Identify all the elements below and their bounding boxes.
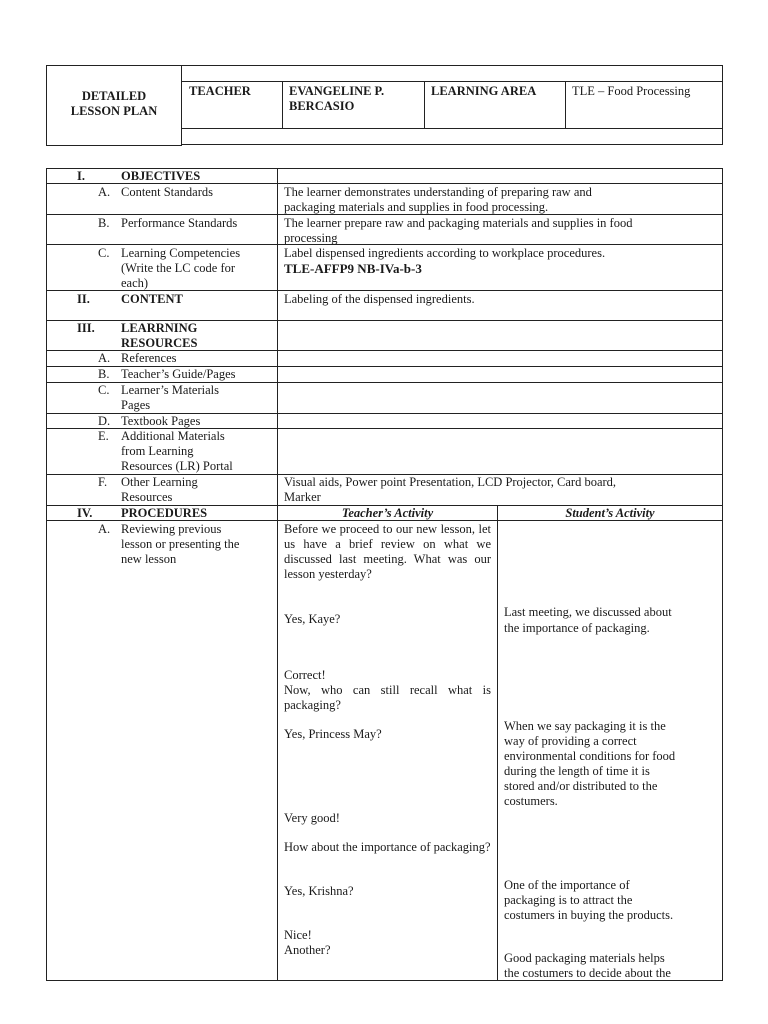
learners-materials-label-line1: Learner’s Materials: [121, 383, 219, 397]
student-answer-1-line2: the importance of packaging.: [504, 621, 650, 635]
teacher-correct: Correct!: [284, 668, 326, 682]
performance-standards-label: Performance Standards: [121, 216, 238, 230]
objectives-heading: OBJECTIVES: [121, 169, 201, 183]
content-value: Labeling of the dispensed ingredients.: [284, 292, 475, 306]
teacher-nice: Nice!: [284, 928, 312, 942]
teacher-intro: Before we proceed to our new lesson, let us have a brief review on what we discussed last meeting. What was our lesson yesterday?: [284, 522, 491, 581]
learning-competencies-letter: C.: [98, 246, 110, 260]
student-answer-3-line3: costumers in buying the products.: [504, 908, 674, 922]
student-answer-2-line2: way of providing a correct: [504, 734, 637, 748]
teacher-name-line1: EVANGELINE P.: [289, 84, 385, 98]
teachers-guide-letter: B.: [98, 367, 110, 381]
content-num: II.: [77, 292, 90, 306]
resources-heading-line2: RESOURCES: [121, 336, 198, 350]
doc-title-line1: DETAILED: [81, 89, 147, 103]
student-answer-2-line4: during the length of time it is: [504, 764, 650, 778]
reviewing-label-line1: Reviewing previous: [121, 522, 222, 536]
student-answer-2-line3: environmental conditions for food: [504, 749, 676, 763]
learning-area-label: LEARNING AREA: [431, 84, 537, 98]
student-answer-2-line1: When we say packaging it is the: [504, 719, 666, 733]
resources-heading-line1: LEARRNING: [121, 321, 198, 335]
content-standards-label: Content Standards: [121, 185, 214, 199]
teacher-name-line2: BERCASIO: [289, 99, 355, 113]
teacher-recall: Now, who can still recall what is packaging?: [284, 683, 491, 712]
other-resources-label-line1: Other Learning: [121, 475, 198, 489]
teacher-ask-krishna: Yes, Krishna?: [284, 884, 354, 898]
references-letter: A.: [98, 351, 111, 365]
learning-competencies-value: Label dispensed ingredients according to workplace procedures.: [284, 246, 606, 260]
student-activity-header: Student’s Activity: [565, 506, 655, 520]
objectives-num: I.: [77, 169, 85, 183]
learning-competencies-label-line1: Learning Competencies: [121, 246, 241, 260]
teacher-very-good: Very good!: [284, 811, 340, 825]
reviewing-label-line3: new lesson: [121, 552, 177, 566]
learning-competencies-label-line2: (Write the LC code for: [121, 261, 236, 275]
references-label: References: [121, 351, 177, 365]
student-answer-3-line2: packaging is to attract the: [504, 893, 633, 907]
reviewing-letter: A.: [98, 522, 111, 536]
other-resources-value-line2: Marker: [284, 490, 321, 504]
performance-standards-value-line2: processing: [284, 231, 338, 245]
other-resources-letter: F.: [98, 475, 108, 489]
textbook-label: Textbook Pages: [121, 414, 201, 428]
learners-materials-letter: C.: [98, 383, 110, 397]
resources-num: III.: [77, 321, 95, 335]
learning-competencies-label-line3: each): [121, 276, 149, 290]
teacher-ask-kaye: Yes, Kaye?: [284, 612, 341, 626]
procedures-heading: PROCEDURES: [121, 506, 208, 520]
learning-competency-code: TLE-AFFP9 NB-IVa-b-3: [284, 261, 422, 276]
teachers-guide-label: Teacher’s Guide/Pages: [121, 367, 236, 381]
performance-standards-letter: B.: [98, 216, 110, 230]
student-answer-3-line1: One of the importance of: [504, 878, 630, 892]
additional-materials-label-line2: from Learning: [121, 444, 194, 458]
teacher-ask-princess: Yes, Princess May?: [284, 727, 382, 741]
additional-materials-letter: E.: [98, 429, 109, 443]
student-answer-2-line5: stored and/or distributed to the: [504, 779, 658, 793]
student-answer-1-line1: Last meeting, we discussed about: [504, 605, 672, 619]
other-resources-label-line2: Resources: [121, 490, 173, 504]
additional-materials-label-line3: Resources (LR) Portal: [121, 459, 233, 473]
content-standards-letter: A.: [98, 185, 111, 199]
teacher-another: Another?: [284, 943, 331, 957]
other-resources-value-line1: Visual aids, Power point Presentation, LCD Projector, Card board,: [284, 475, 617, 489]
textbook-letter: D.: [98, 414, 111, 428]
reviewing-label-line2: lesson or presenting the: [121, 537, 240, 551]
teacher-activity-header: Teacher’s Activity: [341, 506, 434, 520]
content-heading: CONTENT: [121, 292, 183, 306]
content-standards-value-line1: The learner demonstrates understanding of preparing raw and: [284, 185, 592, 199]
procedures-num: IV.: [77, 506, 93, 520]
content-standards-value-line2: packaging materials and supplies in food processing.: [284, 200, 549, 214]
performance-standards-value-line1: The learner prepare raw and packaging materials and supplies in food: [284, 216, 633, 230]
student-answer-4-line2: the costumers to decide about the: [504, 966, 671, 980]
learning-area-value: TLE – Food Processing: [572, 84, 691, 98]
student-answer-2-line6: costumers.: [504, 794, 558, 808]
student-answer-4-line1: Good packaging materials helps: [504, 951, 665, 965]
learners-materials-label-line2: Pages: [121, 398, 151, 412]
doc-title-line2: LESSON PLAN: [70, 104, 158, 118]
teacher-importance: How about the importance of packaging?: [284, 840, 491, 854]
teacher-label: TEACHER: [189, 84, 251, 98]
additional-materials-label-line1: Additional Materials: [121, 429, 225, 443]
